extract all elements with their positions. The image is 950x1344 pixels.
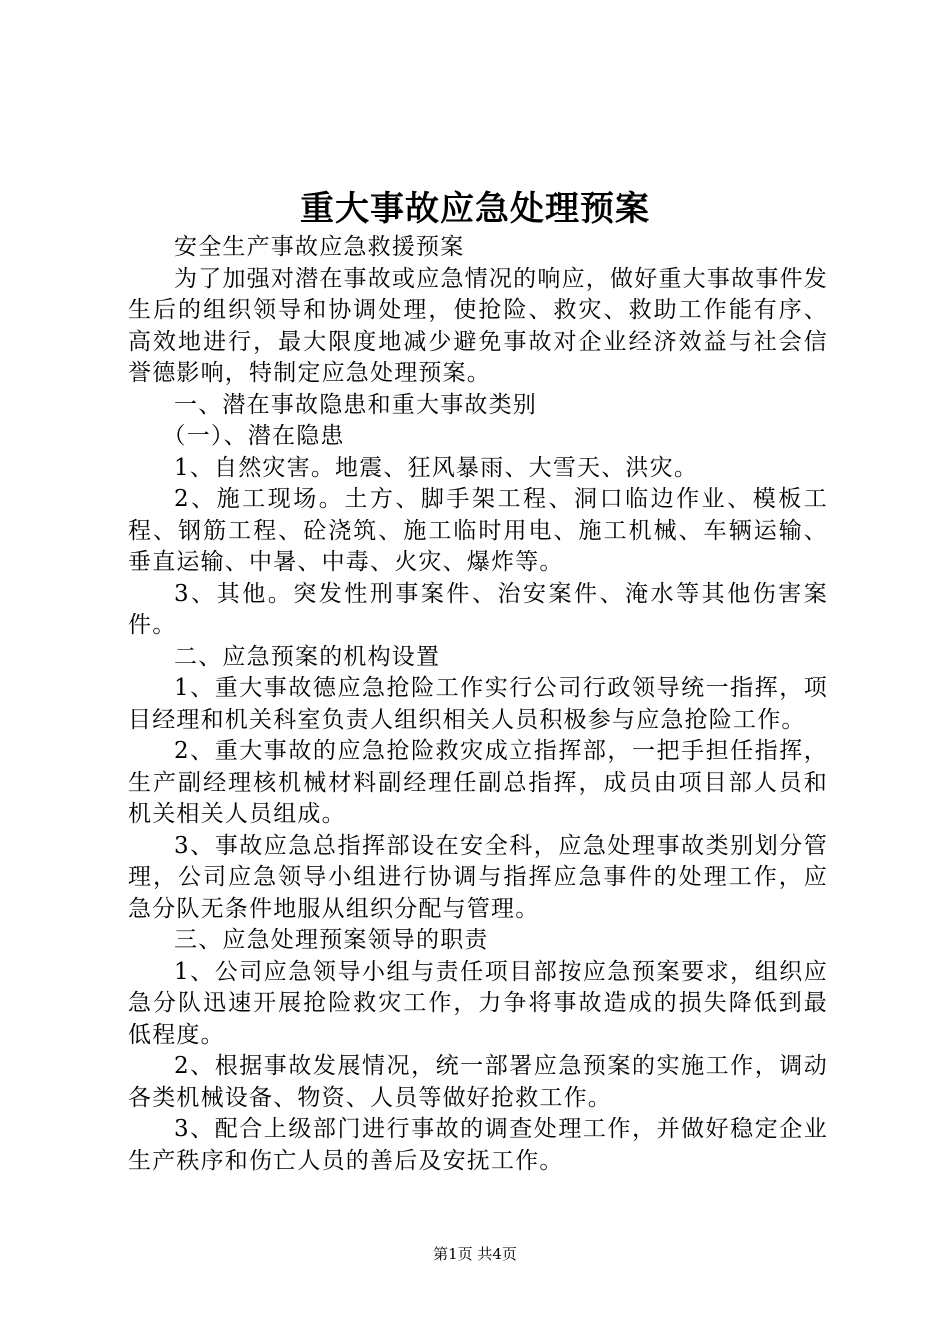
paragraph-subtitle: 安全生产事故应急救援预案 xyxy=(174,234,465,260)
paragraph-item: 1、公司应急领导小组与责任项目部按应急预案要求，组织应急分队迅速开展抢险救灾工作，力争将事故造成的损失降低到最低程度。 xyxy=(128,958,828,1048)
page-number-footer: 第1页 共4页 xyxy=(433,1245,517,1263)
section-heading-1: 一、潜在事故隐患和重大事故类别 xyxy=(174,391,537,418)
paragraph-item: 3、其他。突发性刑事案件、治安案件、淹水等其他伤害案件。 xyxy=(128,580,828,638)
paragraph-item: 1、重大事故德应急抢险工作实行公司行政领导统一指挥，项目经理和机关科室负责人组织相关人员积极参与应急抢险工作。 xyxy=(128,675,828,733)
paragraph-item: 2、根据事故发展情况，统一部署应急预案的实施工作，调动各类机械设备、物资、人员等做好抢救工作。 xyxy=(128,1053,828,1111)
paragraph-item: 3、配合上级部门进行事故的调查处理工作，并做好稳定企业生产秩序和伤亡人员的善后及安抚工作。 xyxy=(128,1116,828,1174)
paragraph-item: 2、施工现场。土方、脚手架工程、洞口临边作业、模板工程、钢筋工程、砼浇筑、施工临时用电、施工机械、车辆运输、垂直运输、中暑、中毒、火灾、爆炸等。 xyxy=(128,486,828,575)
paragraph-item: 3、事故应急总指挥部设在安全科，应急处理事故类别划分管理，公司应急领导小组进行协调与指挥应急事件的处理工作，应急分队无条件地服从组织分配与管理。 xyxy=(128,832,828,922)
document-body xyxy=(128,232,828,1177)
paragraph-item: 1、自然灾害。地震、狂风暴雨、大雪天、洪灾。 xyxy=(174,454,699,481)
document-title: 重大事故应急处理预案 xyxy=(300,189,650,229)
section-heading-2: 二、应急预案的机构设置 xyxy=(174,643,441,670)
paragraph-item: 2、重大事故的应急抢险救灾成立指挥部，一把手担任指挥，生产副经理核机械材料副经理任副总指挥，成员由项目部人员和机关相关人员组成。 xyxy=(128,738,828,827)
paragraph-intro: 为了加强对潜在事故或应急情况的响应，做好重大事故事件发生后的组织领导和协调处理，使抢险、救灾、救助工作能有序、高效地进行，最大限度地减少避免事故对企业经济效益与社会信誉德影响，特制定应急处理预案。 xyxy=(128,265,828,386)
subsection-heading-1: （一）、潜在隐患 xyxy=(162,423,345,449)
section-heading-3: 三、应急处理预案领导的职责 xyxy=(174,927,489,953)
